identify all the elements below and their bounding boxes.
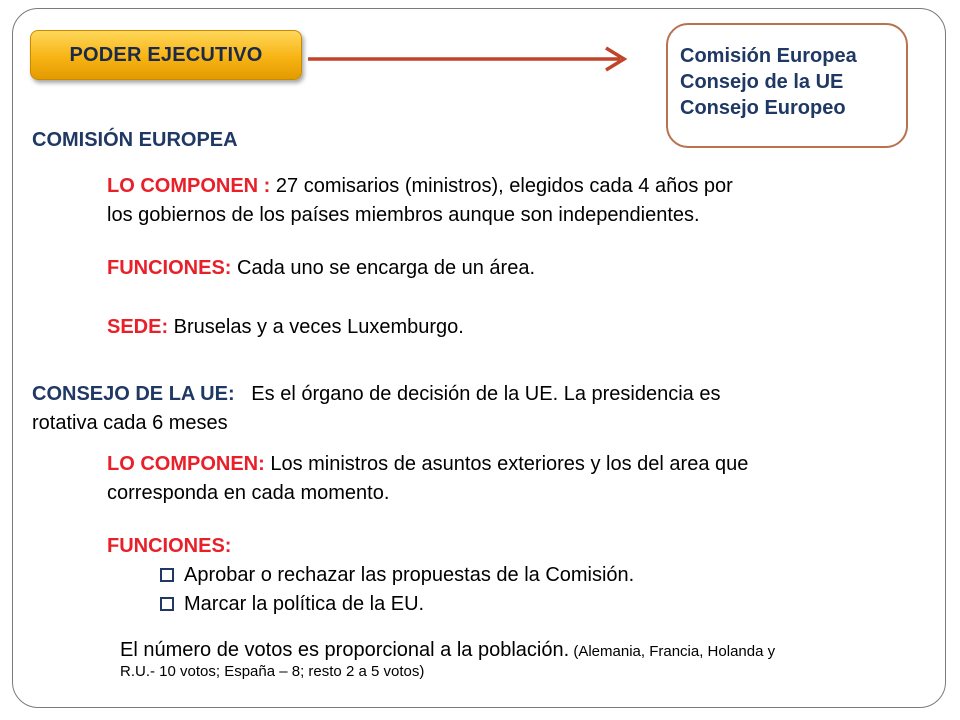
- checkbox-bullet-icon: [160, 568, 174, 582]
- votos-line-2: R.U.- 10 votos; España – 8; resto 2 a 5 votos): [120, 663, 425, 680]
- consejo-heading: CONSEJO DE LA UE:: [32, 383, 235, 405]
- sede-label: SEDE:: [107, 316, 169, 338]
- componen-label: LO COMPONEN :: [107, 175, 271, 197]
- list-item: Marcar la política de la EU.: [160, 590, 424, 619]
- funciones-text: Cada uno se encarga de un área.: [231, 257, 536, 279]
- institution-item: Comisión Europea: [680, 45, 857, 67]
- institution-item: Consejo Europeo: [680, 97, 846, 119]
- componen-text: 27 comisarios (ministros), elegidos cada 4 años por: [270, 175, 733, 197]
- badge-label: PODER EJECUTIVO: [69, 43, 263, 66]
- componen-text: Los ministros de asuntos exteriores y los del area que: [264, 453, 749, 475]
- comision-componen-line-1: [107, 172, 733, 201]
- consejo-intro-line-1: [32, 380, 720, 409]
- votos-note: (Alemania, Francia, Holanda y: [569, 643, 776, 660]
- arrow-right-icon: [306, 44, 636, 74]
- componen-label: LO COMPONEN:: [107, 453, 265, 475]
- list-item: Aprobar o rechazar las propuestas de la Comisión.: [160, 561, 634, 590]
- consejo-componen-line-2: corresponda en cada momento.: [107, 482, 390, 504]
- votos-text: El número de votos es proporcional a la población.: [120, 639, 570, 661]
- institutions-box: [666, 23, 908, 148]
- consejo-intro-line-2: rotativa cada 6 meses: [32, 412, 228, 434]
- checkbox-bullet-icon: [160, 597, 174, 611]
- consejo-componen-line-1: [107, 450, 748, 479]
- comision-funciones: [107, 254, 535, 283]
- poder-ejecutivo-badge: [30, 30, 302, 80]
- consejo-funciones-label: FUNCIONES:: [107, 535, 232, 557]
- institution-item: Consejo de la UE: [680, 71, 844, 93]
- comision-componen-line-2: los gobiernos de los países miembros aunque son independientes.: [107, 204, 700, 226]
- consejo-intro-text: Es el órgano de decisión de la UE. La presidencia es: [234, 383, 721, 405]
- funciones-label: FUNCIONES:: [107, 257, 232, 279]
- comision-heading: COMISIÓN EUROPEA: [32, 129, 238, 151]
- sede-text: Bruselas y a veces Luxemburgo.: [168, 316, 464, 338]
- comision-sede: [107, 313, 464, 342]
